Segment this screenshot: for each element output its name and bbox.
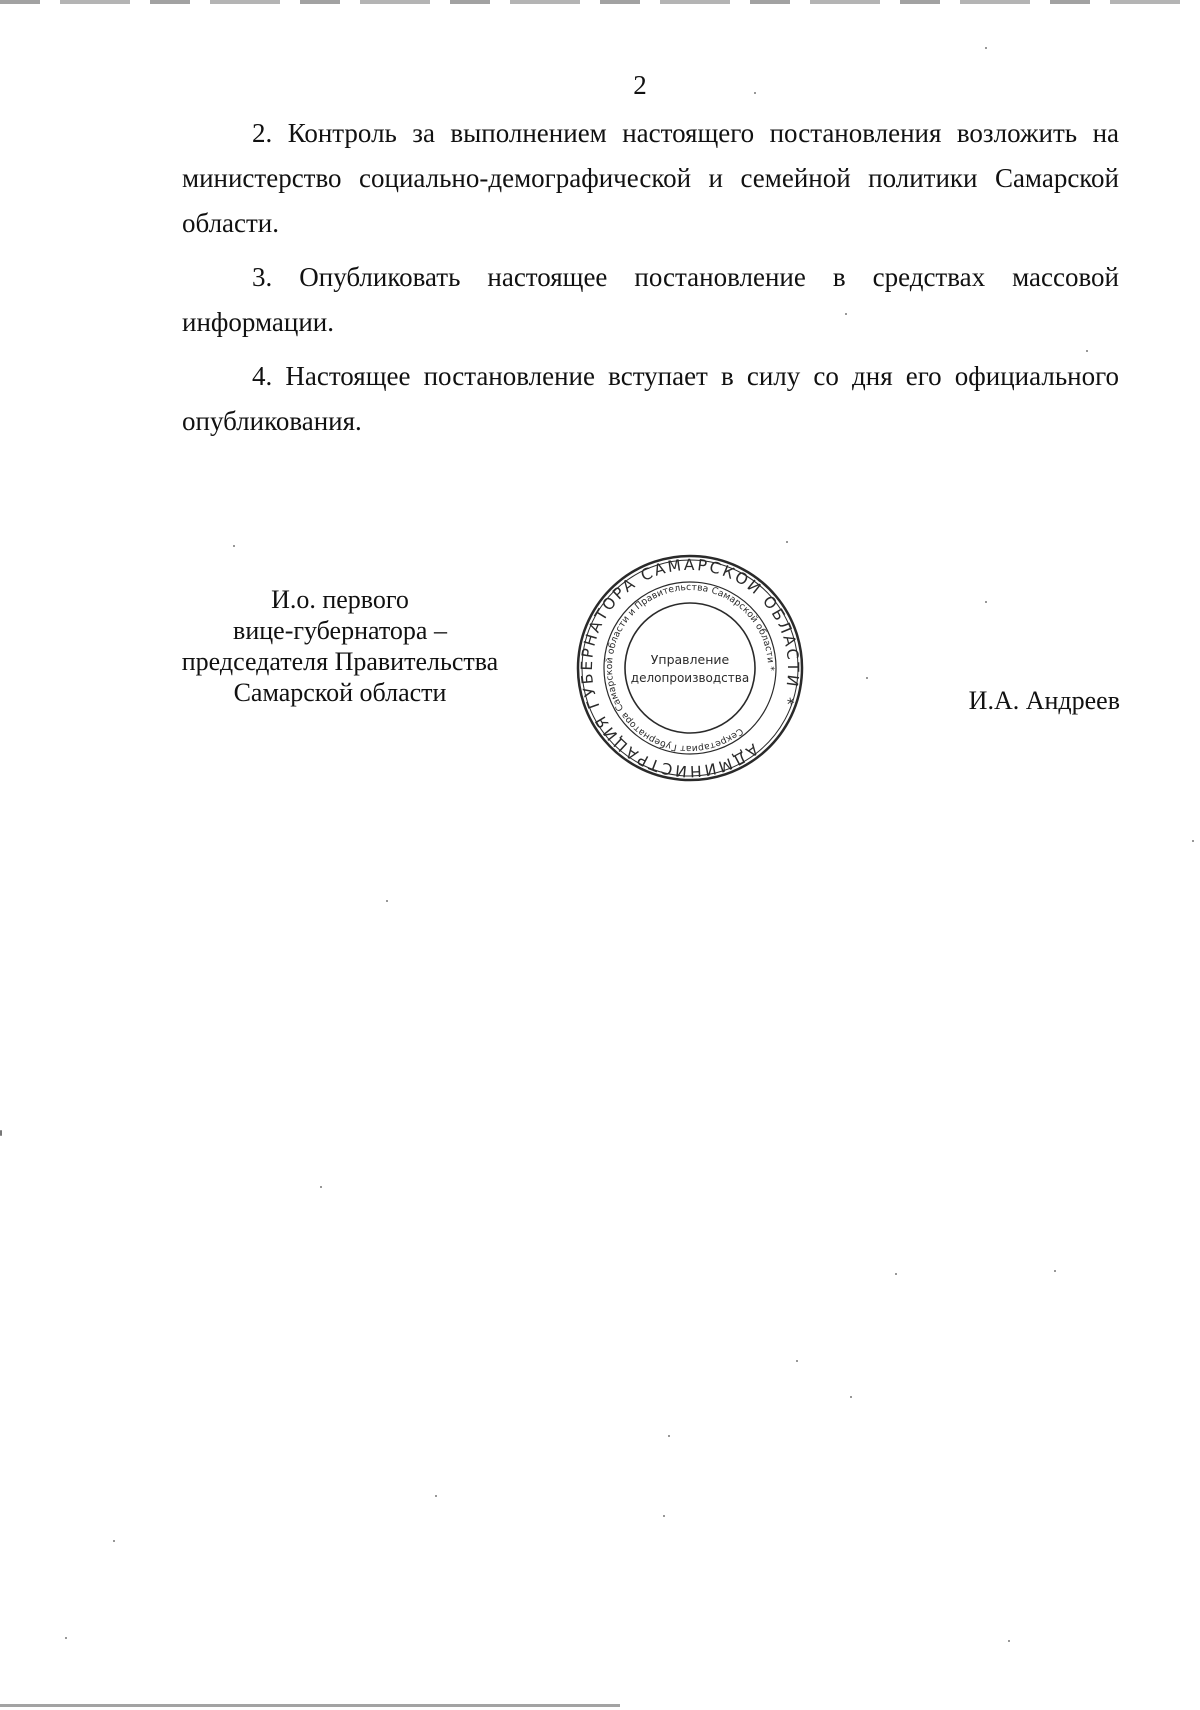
scan-speck (668, 1435, 670, 1437)
paragraph-2: 2. Контроль за выполнением настоящего постановления возложить на министерство социально-демографической и семейной политики Самарской области. (182, 118, 1119, 238)
signatory-title-line: Самарской области (233, 678, 447, 707)
signatory-title (160, 584, 520, 708)
scan-speck (1008, 1640, 1010, 1642)
signatory-name: И.А. Андреев (968, 686, 1120, 715)
page-number: 2 (633, 70, 647, 100)
scan-speck (1054, 1270, 1056, 1272)
seal-inner-text: Секретариат Губернатора Самарской области и Правительства Самарской области * (603, 581, 777, 755)
scan-speck (113, 1540, 115, 1542)
scan-speck (796, 1360, 798, 1362)
seal-center-line-1: Управление (650, 652, 730, 667)
scan-speck (850, 1396, 852, 1398)
signatory-title-line: председателя Правительства (181, 647, 499, 676)
seal-center-line-2: делопроизводства (630, 671, 750, 685)
paragraph-4: 4. Настоящее постановление вступает в силу со дня его официального опубликования. (182, 361, 1119, 436)
seal-outer-text: АДМИНИСТРАЦИЯ ГУБЕРНАТОРА САМАРСКОЙ ОБЛАСТИ * (577, 555, 803, 781)
scan-speck (845, 313, 847, 315)
scan-speck (386, 900, 388, 902)
scan-speck (895, 1273, 897, 1275)
scan-speck (985, 47, 987, 49)
signatory-title-line: И.о. первого (271, 585, 409, 614)
scan-edge-top (0, 0, 1200, 4)
scan-speck (233, 545, 235, 547)
scan-speck (985, 601, 987, 603)
scan-edge-bottom (0, 1704, 620, 1707)
paragraph-3: 3. Опубликовать настоящее постановление в средствах массовой информации. (182, 262, 1119, 337)
scan-speck (663, 1515, 665, 1517)
official-seal (570, 548, 810, 788)
scan-speck (65, 1637, 67, 1639)
scan-speck (754, 92, 756, 94)
scan-speck (1192, 840, 1194, 842)
scan-speck (786, 541, 788, 543)
signatory-title-line: вице-губернатора – (233, 616, 447, 645)
document-body (182, 111, 1119, 453)
scan-speck (435, 1495, 437, 1497)
seal-graphic (570, 548, 810, 788)
scan-speck (1086, 350, 1088, 352)
scan-speck (320, 1186, 322, 1188)
scan-speck (0, 1130, 2, 1136)
scan-speck (866, 677, 868, 679)
